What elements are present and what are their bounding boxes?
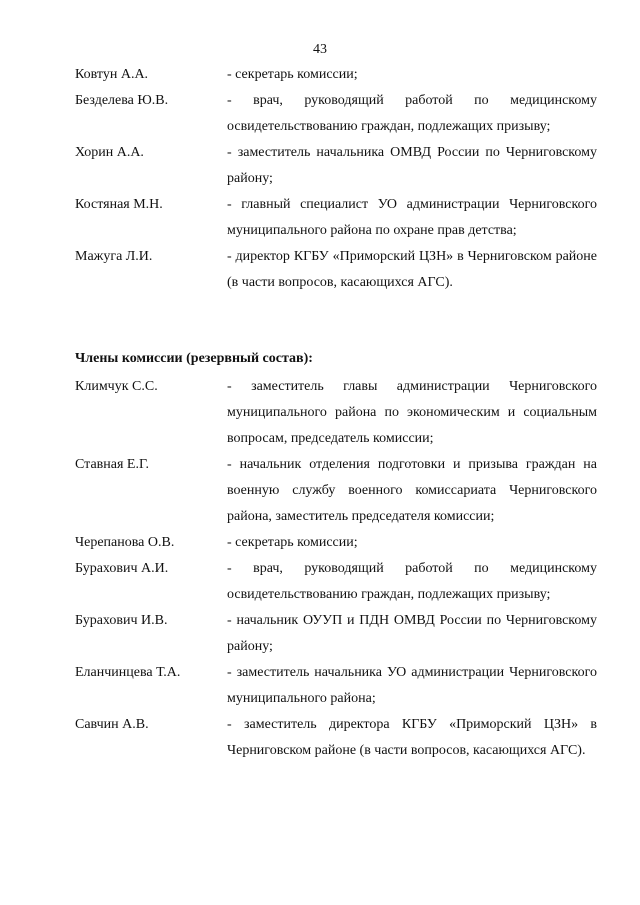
member-name: Костяная М.Н.	[75, 197, 163, 212]
member-role: - главный специалист УО администрации Черниговского муниципального района по охране прав детства;	[227, 197, 597, 238]
member-role: - начальник ОУУП и ПДН ОМВД России по Черниговскому району;	[227, 613, 597, 654]
member-role: - заместитель главы администрации Черниговского муниципального района по экономическим и социальным вопросам, председатель комиссии;	[227, 379, 597, 446]
member-entry	[75, 556, 597, 608]
member-name: Безделева Ю.В.	[75, 93, 169, 108]
reserve-members-list	[75, 374, 597, 764]
member-entry	[75, 374, 597, 452]
member-name: Ставная Е.Г.	[75, 457, 149, 472]
member-entry	[75, 530, 597, 556]
member-role: - секретарь комиссии;	[227, 67, 358, 82]
member-name: Бурахович И.В.	[75, 613, 168, 628]
member-role: - директор КГБУ «Приморский ЦЗН» в Черниговском районе (в части вопросов, касающихся АГС).	[227, 249, 597, 290]
member-entry	[75, 452, 597, 530]
main-members-list	[75, 62, 597, 296]
member-entry	[75, 140, 597, 192]
member-role: - врач, руководящий работой по медицинскому освидетельствованию граждан, подлежащих призыву;	[227, 93, 597, 134]
member-entry	[75, 62, 597, 88]
member-role: - секретарь комиссии;	[227, 535, 358, 550]
member-name: Черепанова О.В.	[75, 535, 175, 550]
member-entry	[75, 244, 597, 296]
member-name: Мажуга Л.И.	[75, 249, 153, 264]
member-name: Савчин А.В.	[75, 717, 149, 732]
member-role: - заместитель начальника УО администрации Черниговского муниципального района;	[227, 665, 597, 706]
member-name: Ковтун А.А.	[75, 67, 149, 82]
member-name: Бурахович А.И.	[75, 561, 169, 576]
reserve-heading: Члены комиссии (резервный состав):	[75, 351, 313, 366]
member-role: - заместитель начальника ОМВД России по Черниговскому району;	[227, 145, 597, 186]
member-entry	[75, 608, 597, 660]
page-number: 43	[313, 42, 327, 57]
member-role: - врач, руководящий работой по медицинскому освидетельствованию граждан, подлежащих призыву;	[227, 561, 597, 602]
member-entry	[75, 192, 597, 244]
member-role: - заместитель директора КГБУ «Приморский ЦЗН» в Черниговском районе (в части вопросов, касающихся АГС).	[227, 717, 597, 758]
member-name: Климчук С.С.	[75, 379, 158, 394]
member-entry	[75, 88, 597, 140]
member-name: Еланчинцева Т.А.	[75, 665, 181, 680]
member-role: - начальник отделения подготовки и призыва граждан на военную службу военного комиссариата Черниговского района, заместитель председателя комиссии;	[227, 457, 597, 524]
member-entry	[75, 660, 597, 712]
member-entry	[75, 712, 597, 764]
member-name: Хорин А.А.	[75, 145, 144, 160]
